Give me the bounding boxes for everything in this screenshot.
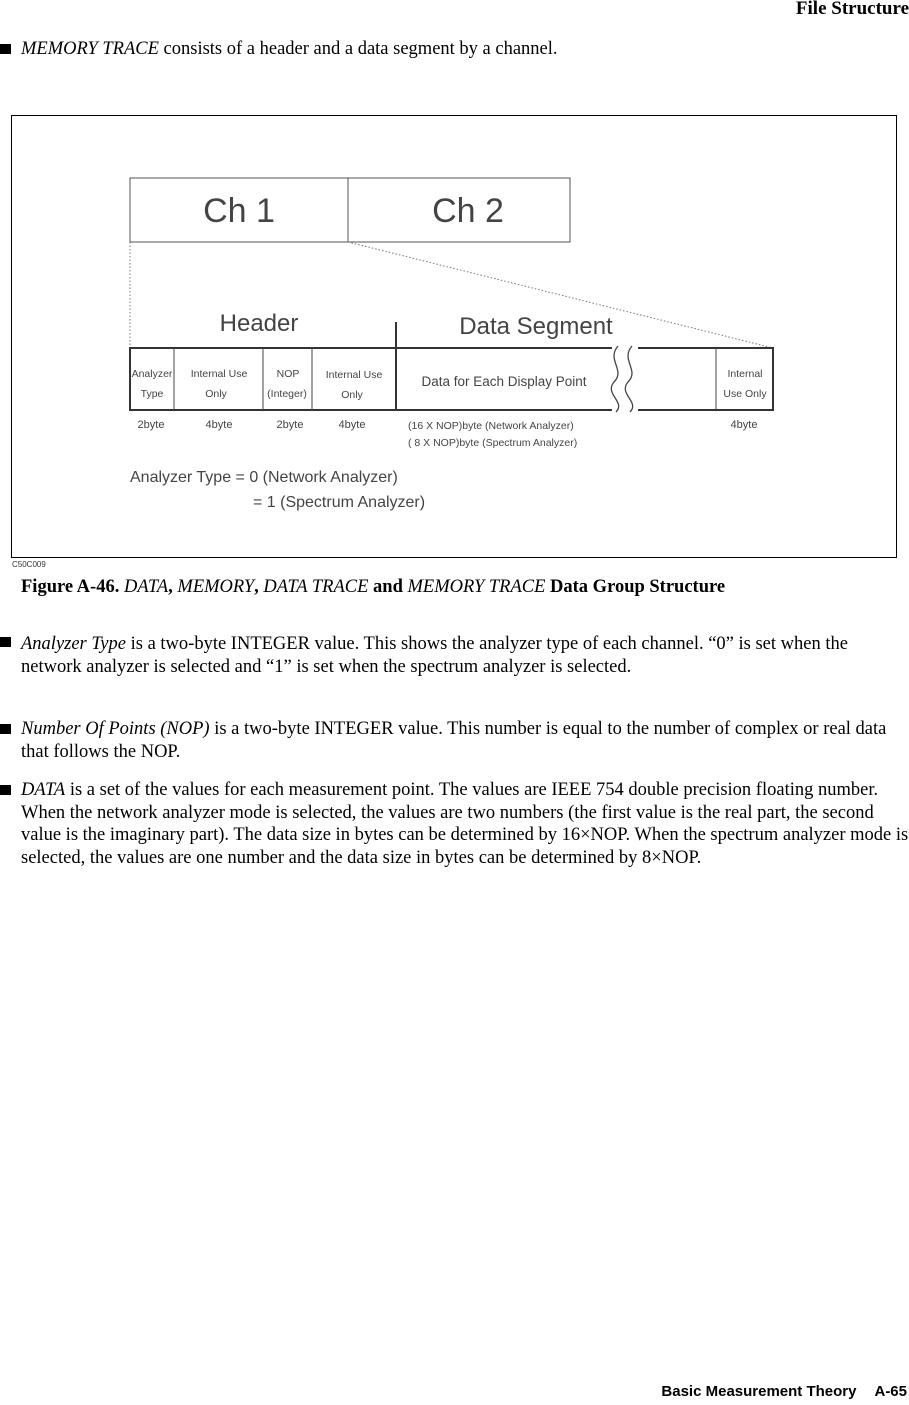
footer-section: Basic Measurement Theory bbox=[661, 1383, 857, 1400]
caption-suffix: Data Group Structure bbox=[545, 577, 726, 597]
size-analyzer-type: 2byte bbox=[137, 419, 165, 431]
cell-internal-use-1-line2: Only bbox=[205, 388, 227, 400]
paragraph-data bbox=[21, 779, 909, 869]
term-nop: Number Of Points (NOP) bbox=[21, 719, 210, 739]
bullet-icon bbox=[0, 724, 11, 734]
ch1-label: Ch 1 bbox=[203, 192, 275, 230]
caption-prefix: Figure A-46. bbox=[21, 577, 124, 597]
size-data-network: (16 X NOP)byte (Network Analyzer) bbox=[408, 420, 574, 432]
bullet-icon bbox=[0, 637, 11, 647]
caption-term-data-trace: DATA TRACE bbox=[263, 577, 369, 597]
size-internal-use-3: 4byte bbox=[730, 419, 758, 431]
term-analyzer-type: Analyzer Type bbox=[21, 634, 126, 654]
size-internal-use-1: 4byte bbox=[205, 419, 233, 431]
type-legend-line2: = 1 (Spectrum Analyzer) bbox=[253, 494, 426, 511]
figure-code: C50C009 bbox=[12, 560, 46, 569]
intro-term: MEMORY TRACE bbox=[21, 39, 159, 59]
bullet-icon bbox=[0, 785, 11, 795]
cell-internal-use-3-line2: Use Only bbox=[723, 388, 767, 400]
cell-analyzer-type-line1: Analyzer bbox=[131, 368, 173, 380]
cell-internal-use-2-line1: Internal Use bbox=[325, 369, 383, 381]
caption-sep: , bbox=[168, 577, 178, 597]
type-legend-line1: Analyzer Type = 0 (Network Analyzer) bbox=[130, 469, 398, 486]
paragraph-nop bbox=[21, 718, 909, 763]
page-number: A-65 bbox=[874, 1383, 907, 1400]
paragraph-text: is a two-byte INTEGER value. This number is equal to the number of complex or real data that follows the NOP. bbox=[21, 719, 887, 762]
size-nop: 2byte bbox=[276, 419, 304, 431]
cell-data-points: Data for Each Display Point bbox=[421, 374, 587, 389]
ch2-label: Ch 2 bbox=[432, 192, 504, 230]
data-structure-diagram bbox=[0, 0, 909, 560]
caption-term-memory-trace: MEMORY TRACE bbox=[407, 577, 546, 597]
cell-internal-use-3-line1: Internal bbox=[727, 368, 763, 380]
cell-nop-line1: NOP bbox=[276, 368, 300, 380]
size-data-spectrum: ( 8 X NOP)byte (Spectrum Analyzer) bbox=[408, 437, 578, 449]
cell-nop-line2: (Integer) bbox=[267, 388, 307, 400]
page-footer bbox=[661, 1383, 907, 1400]
paragraph-text: is a set of the values for each measurement point. The values are IEEE 754 double precision floating number. When the network analyzer mode is selected, the values are two numbers (the first value is the real part, the second value is the imaginary part). The data size in bytes can be determined by 16×NOP. When the spectrum analyzer mode is selected, the values are one number and the data size in bytes can be determined by 8×NOP. bbox=[21, 780, 909, 868]
caption-sep: , bbox=[254, 577, 264, 597]
caption-term-data: DATA bbox=[123, 577, 169, 597]
running-head: File Structure bbox=[795, 0, 909, 19]
figure-caption bbox=[21, 577, 725, 598]
caption-sep: and bbox=[368, 577, 408, 597]
caption-term-memory: MEMORY bbox=[177, 577, 255, 597]
size-internal-use-2: 4byte bbox=[338, 419, 366, 431]
cell-internal-use-2-line2: Only bbox=[341, 389, 363, 401]
paragraph-analyzer-type bbox=[21, 633, 909, 678]
data-segment-label: Data Segment bbox=[459, 313, 613, 340]
header-label: Header bbox=[219, 310, 299, 337]
intro-text: consists of a header and a data segment by a channel. bbox=[158, 39, 558, 59]
cell-analyzer-type-line2: Type bbox=[140, 388, 164, 400]
cell-internal-use-1-line1: Internal Use bbox=[190, 368, 248, 380]
paragraph-text: is a two-byte INTEGER value. This shows the analyzer type of each channel. “0” is set when the network analyzer is selected and “1” is set when the spectrum analyzer is selected. bbox=[21, 634, 848, 677]
term-data: DATA bbox=[21, 780, 66, 800]
